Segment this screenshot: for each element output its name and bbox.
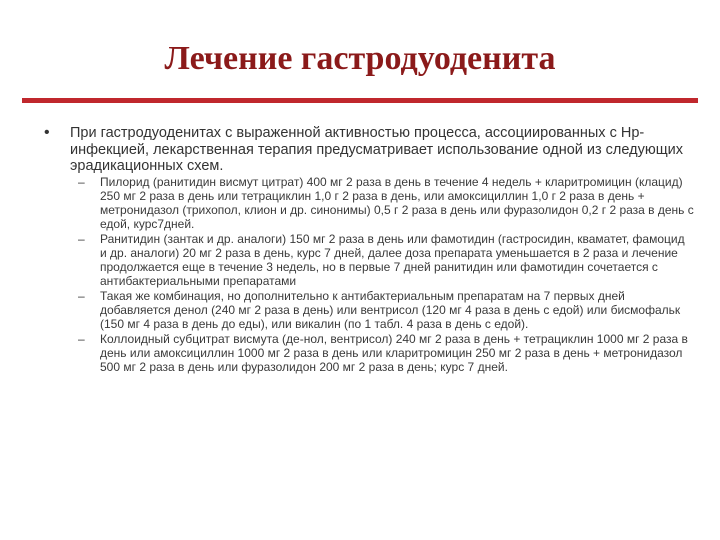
list-item xyxy=(78,175,694,231)
list-item xyxy=(78,289,694,331)
main-bullet xyxy=(44,125,694,175)
slide-body xyxy=(44,125,694,375)
scheme-text: Пилорид (ранитидин висмут цитрат) 400 мг 2 раза в день в течение 4 недель + кларитромицин (клацид) 250 мг 2 раза в день или тетрациклин 1,0 г 2 раза в день, или амоксициллин 1,0 г 2 раза в день + метронидазол (трихопол, клион и др. синонимы) 0,5 г 2 раза в день или фуразолидон 0,2 г 2 раза в день с едой, курс7дней. xyxy=(100,174,694,231)
list-item xyxy=(78,332,694,374)
list-item xyxy=(78,232,694,288)
dash-marker: – xyxy=(78,174,85,189)
scheme-text: Ранитидин (зантак и др. аналоги) 150 мг 2 раза в день или фамотидин (гастросидин, кваматет, фамоцид и др. аналоги) 20 мг 2 раза в день, курс 7 дней, далее доза препарата уменьшается в 2 раза и лечение продолжается еще в течение 3 недель, но в первые 7 дней ранитидин или фамотидин сочетается с антибактериальными препаратами xyxy=(100,231,685,288)
scheme-text: Коллоидный субцитрат висмута (де-нол, вентрисол) 240 мг 2 раза в день + тетрациклин 1000 мг 2 раза в день или амоксициллин 1000 мг 2 раза в день или кларитромицин 250 мг 2 раза в день + метронидазол 500 мг 2 раза в день или фуразолидон 200 мг 2 раза в день; курс 7 дней. xyxy=(100,331,688,374)
title-divider xyxy=(22,98,698,103)
slide-title: Лечение гастродуоденита xyxy=(164,40,556,77)
main-bullet-text: При гастродуоденитах с выраженной активностью процесса, ассоциированных с Hp-инфекцией, лекарственная терапия предусматривает использование одной из следующих эрадикационных схем. xyxy=(70,125,684,174)
bullet-marker: • xyxy=(44,124,50,141)
dash-marker: – xyxy=(78,331,85,346)
dash-marker: – xyxy=(78,231,85,246)
dash-marker: – xyxy=(78,288,85,303)
scheme-text: Такая же комбинация, но дополнительно к антибактериальным препаратам на 7 первых дней добавляется денол (240 мг 2 раза в день) или вентрисол (120 мг 4 раза в день с едой) или бисмофальк (150 мг 4 раза в день до еды), или викалин (по 1 табл. 4 раза в день с едой). xyxy=(100,288,681,331)
treatment-schemes-list xyxy=(44,175,694,374)
